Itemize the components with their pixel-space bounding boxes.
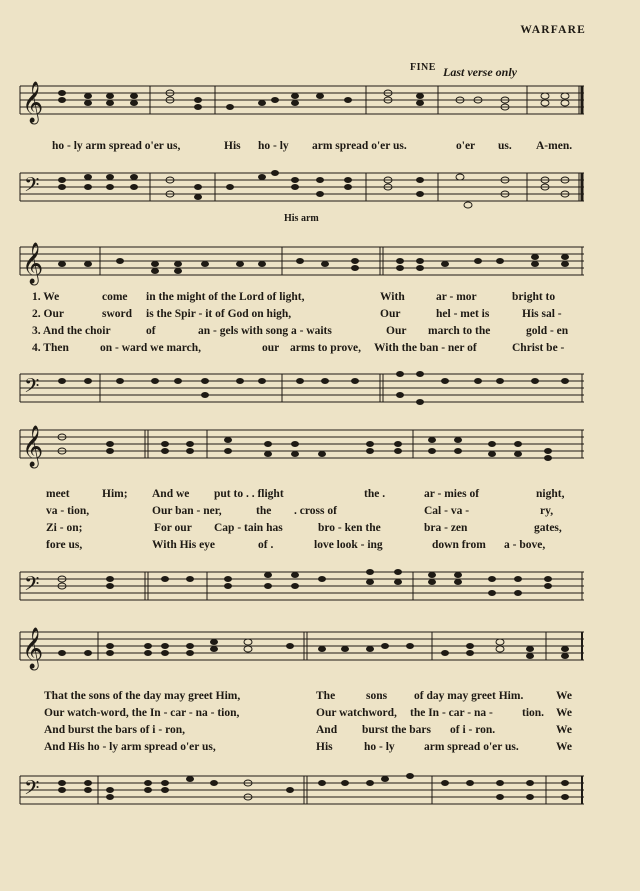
- lyric-word: We: [556, 724, 572, 736]
- section-heading: WARFARE: [520, 24, 586, 36]
- lyric-word: the: [256, 505, 272, 517]
- lyric-word: Our watchword,: [316, 707, 397, 719]
- lyric-word: a - bove,: [504, 539, 546, 551]
- lyric-word: meet: [46, 488, 70, 500]
- bass-staff-2: [0, 360, 640, 420]
- lyric-word: And His ho - ly arm spread o'er us,: [44, 741, 216, 753]
- lyric-word: Our: [386, 325, 407, 337]
- lyric-word: gold - en: [526, 325, 569, 337]
- fine-marking: FINE: [410, 62, 436, 73]
- lyric-word: Our ban - ner,: [152, 505, 222, 517]
- lyric-word: arm spread o'er us.: [312, 140, 407, 152]
- bass-staff-3: [0, 558, 640, 618]
- lyric-word: put to . . flight: [214, 488, 284, 500]
- lyric-word: And: [316, 724, 338, 736]
- lyric-word: love look - ing: [314, 539, 383, 551]
- lyric-word: come: [102, 291, 128, 303]
- lyric-word: 2. Our: [32, 308, 64, 320]
- treble-clef-icon: 𝄞: [22, 628, 44, 669]
- bass-clef-icon: 𝄢: [24, 776, 40, 804]
- lyric-word: Him;: [102, 488, 128, 500]
- lyric-word: the In - car - na -: [410, 707, 493, 719]
- lyric-word: Cap - tain has: [214, 522, 283, 534]
- lyric-word: the .: [364, 488, 386, 500]
- lyric-word: us.: [498, 140, 512, 152]
- lyric-word: A-men.: [536, 140, 573, 152]
- lyric-word: arm spread o'er us.: [424, 741, 519, 753]
- lyric-word: of i - ron.: [450, 724, 496, 736]
- treble-clef-icon: 𝄞: [22, 426, 44, 467]
- lyric-word: bra - zen: [424, 522, 468, 534]
- lyric-word: The: [316, 690, 336, 702]
- treble-staff-4: [0, 620, 640, 690]
- lyric-word: o'er: [456, 140, 476, 152]
- treble-clef-icon: 𝄞: [22, 82, 44, 123]
- lyric-word: our: [262, 342, 280, 354]
- lyric-word: an - gels with song a - waits: [198, 325, 332, 337]
- lyric-word: ho - ly: [258, 140, 289, 152]
- lyric-word: Our: [380, 308, 401, 320]
- lyric-word: bright to: [512, 291, 556, 303]
- treble-staff-2: [0, 233, 640, 293]
- bass-clef-icon: 𝄢: [24, 374, 40, 402]
- treble-staff-3: [0, 418, 640, 488]
- treble-clef-icon: 𝄞: [22, 243, 44, 284]
- lyric-word: 3. And the choir: [32, 325, 111, 337]
- bass-staff-4: [0, 762, 640, 832]
- lyric-word: burst the bars: [362, 724, 432, 736]
- lyric-word: We: [556, 690, 572, 702]
- lyric-word: in the might of the Lord of light,: [146, 291, 305, 303]
- lyric-word: His sal -: [522, 308, 562, 320]
- bass-clef-icon: 𝄢: [24, 173, 40, 201]
- lyric-word: sons: [366, 690, 388, 702]
- lyric-word: of: [146, 325, 156, 337]
- lyric-word: And burst the bars of i - ron,: [44, 724, 185, 736]
- lyric-word: tion.: [522, 707, 545, 719]
- lyric-word: . cross of: [294, 505, 337, 517]
- lyric-word: 1. We: [32, 291, 60, 303]
- lyric-word: sword: [102, 308, 133, 320]
- lyric-word: With His eye: [152, 539, 216, 551]
- bass-cue-text: His arm: [284, 213, 319, 224]
- lyric-word: fore us,: [46, 539, 83, 551]
- lyric-word: ry,: [540, 505, 554, 517]
- lyric-word: For our: [154, 522, 192, 534]
- lyric-word: of .: [258, 539, 274, 551]
- lyric-word: night,: [536, 488, 565, 500]
- lyric-word: on - ward we march,: [100, 342, 202, 354]
- lyric-word: ho - ly: [364, 741, 395, 753]
- lyric-word: We: [556, 707, 572, 719]
- lyric-word: ar - mies of: [424, 488, 480, 500]
- lyric-word: His: [316, 741, 333, 753]
- lyric-word: Zi - on;: [46, 522, 83, 534]
- lyric-word: arms to prove,: [290, 342, 362, 354]
- lyric-word: That the sons of the day may greet Him,: [44, 690, 241, 702]
- lyric-word: His: [224, 140, 241, 152]
- lyric-word: Christ be -: [512, 342, 565, 354]
- lyric-word: Cal - va -: [424, 505, 470, 517]
- lyric-word: hel - met is: [436, 308, 490, 320]
- lyric-word: of day may greet Him.: [414, 690, 524, 702]
- lyric-word: march to the: [428, 325, 491, 337]
- lyric-word: With: [380, 291, 405, 303]
- bass-clef-icon: 𝄢: [24, 572, 40, 600]
- lyric-word: And we: [152, 488, 190, 500]
- lyric-word: bro - ken the: [318, 522, 381, 534]
- lyric-word: is the Spir - it of God on high,: [146, 308, 292, 320]
- bass-staff-1: [0, 165, 640, 235]
- lyric-word: ar - mor: [436, 291, 477, 303]
- last-verse-marking: Last verse only: [443, 65, 517, 79]
- lyric-word: Our watch-word, the In - car - na - tion,: [44, 707, 240, 719]
- lyric-word: 4. Then: [32, 342, 69, 354]
- lyric-word: gates,: [534, 522, 562, 534]
- lyric-word: ho - ly arm spread o'er us,: [52, 140, 181, 152]
- lyric-word: We: [556, 741, 572, 753]
- lyric-word: With the ban - ner of: [374, 342, 477, 354]
- lyric-word: down from: [432, 539, 486, 551]
- lyric-word: va - tion,: [46, 505, 90, 517]
